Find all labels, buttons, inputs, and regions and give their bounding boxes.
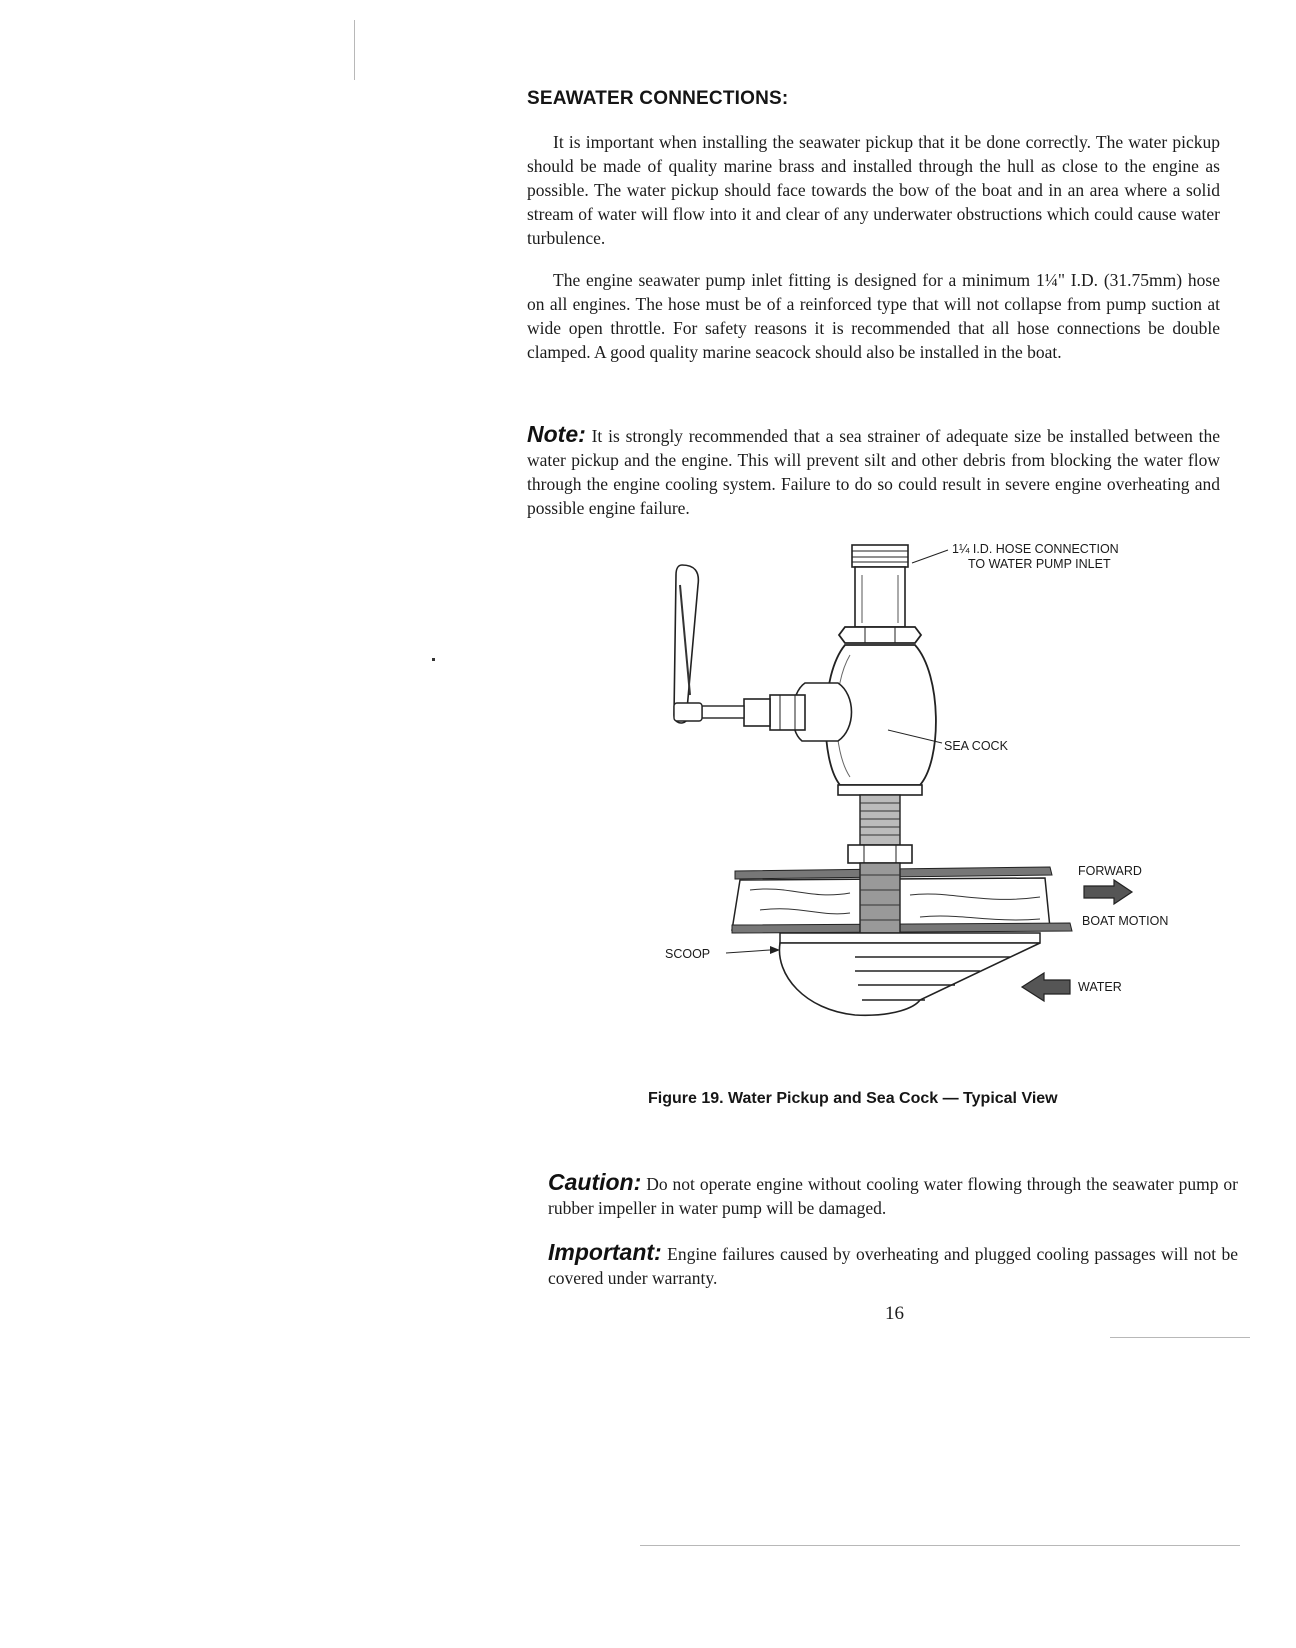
hose-connection-label-line2: TO WATER PUMP INLET — [968, 557, 1111, 571]
note-lead: Note: — [527, 421, 586, 447]
hose-connection-label-line1: 1¼ I.D. HOSE CONNECTION — [952, 542, 1119, 556]
sea-cock-label: SEA COCK — [944, 739, 1008, 753]
seacock-illustration — [665, 542, 1240, 1065]
important-lead: Important: — [548, 1239, 662, 1265]
water-label: WATER — [1078, 980, 1122, 994]
caution-lead: Caution: — [548, 1169, 642, 1195]
caution-text: Do not operate engine without cooling water flowing through the seawater pump or rubber impeller in water pump will be damaged. — [548, 1174, 1239, 1218]
important-block — [548, 1240, 1238, 1290]
forward-label: FORWARD — [1078, 864, 1142, 878]
section-heading: SEAWATER CONNECTIONS: — [527, 88, 789, 109]
seacock-diagram — [665, 542, 1240, 1065]
figure-caption: Figure 19. Water Pickup and Sea Cock — Typical View — [648, 1090, 1058, 1107]
scan-mark — [354, 20, 355, 80]
scan-mark — [640, 1545, 1240, 1546]
note-text: It is strongly recommended that a sea strainer of adequate size be installed between the water pickup and the engine. This will prevent silt and other debris from blocking the water flow through the engine cooling system. Failure to do so could result in severe engine overheating and possible engine failure. — [527, 426, 1220, 518]
important-text: Engine failures caused by overheating and plugged cooling passages will not be covered under warranty. — [548, 1244, 1239, 1288]
scan-mark — [1110, 1337, 1250, 1338]
hose-paragraph: The engine seawater pump inlet fitting is designed for a minimum 1¼" I.D. (31.75mm) hose on all engines. The hose must be of a reinforced type that will not collapse from pump suction at wide open throttle. For safety reasons it is recommended that all hose connections be double clamped. A good quality marine seacock should also be installed in the boat. — [527, 270, 1220, 362]
caution-block — [548, 1170, 1238, 1220]
intro-paragraph: It is important when installing the seawater pickup that it be done correctly. The water pickup should be made of quality marine brass and installed through the hull as close to the engine as possible. The water pickup should face towards the bow of the boat and in an area where a solid stream of water will flow into it and clear of any underwater obstructions which could cause water turbulence. — [527, 132, 1220, 248]
note-block — [527, 422, 1220, 520]
boat-motion-label: BOAT MOTION — [1082, 914, 1169, 928]
scoop-label: SCOOP — [665, 947, 711, 961]
scan-speck — [432, 658, 435, 661]
page-number: 16 — [885, 1303, 904, 1324]
